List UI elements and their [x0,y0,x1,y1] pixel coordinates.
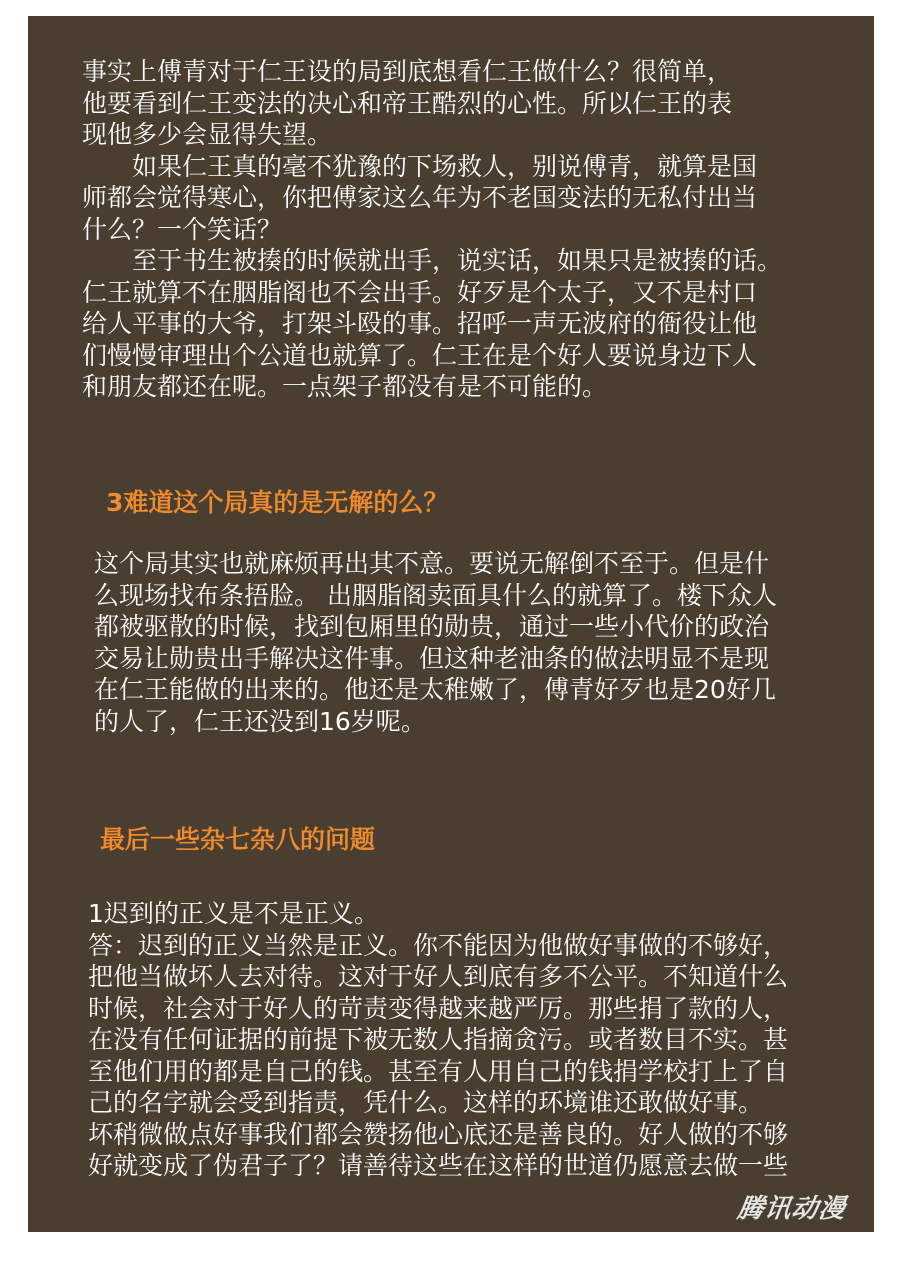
text-line: 坏稍微做点好事我们都会赞扬他心底还是善良的。好人做的不够 [88,1119,789,1149]
text-line: 把他当做坏人去对待。这对于好人到底有多不公平。不知道什么 [88,962,789,991]
text-line: 时候，社会对于好人的苛责变得越来越严厉。那些捐了款的人， [88,993,789,1023]
text-line: 在仁王能做的出来的。他还是太稚嫩了，傅青好歹也是20好几 [94,675,776,704]
text-line: 和朋友都还在呢。一点架子都没有是不可能的。 [82,372,608,401]
text-panel [28,16,874,1232]
paragraph-block-3 [88,898,788,1182]
text-line: 他要看到仁王变法的决心和帝王酷烈的心性。所以仁王的表 [82,88,733,118]
text-line: 事实上傅青对于仁王设的局到底想看仁王做什么？很简单， [82,57,733,86]
text-line: 在没有任何证据的前提下被无数人指摘贪污。或者数目不实。甚 [88,1025,789,1054]
text-line: 己的名字就会受到指责，凭什么。这样的环境谁还敢做好事。 [88,1088,764,1117]
text-line: 答：迟到的正义当然是正义。你不能因为他做好事做的不够好， [88,930,789,960]
text-line: 好就变成了伪君子了？请善待这些在这样的世道仍愿意去做一些 [88,1151,789,1180]
text-line: 交易让勋贵出手解决这件事。但这种老油条的做法明显不是现 [94,643,770,673]
watermark-logo: 腾讯动漫 [735,1193,848,1224]
text-line: 都被驱散的时候，找到包厢里的勋贵，通过一些小代价的政治 [94,612,770,641]
text-line: 至于书生被揍的时候就出手，说实话，如果只是被揍的话。 [82,246,783,275]
text-line: 师都会觉得寒心，你把傅家这么年为不老国变法的无私付出当 [82,183,758,212]
text-line: 们慢慢审理出个公道也就算了。仁王在是个好人要说身边下人 [82,340,758,370]
text-line: 么现场找布条捂脸。 出胭脂阁卖面具什么的就算了。楼下众人 [94,580,777,610]
paragraph-block-2 [94,548,777,737]
section-heading-3: 3难道这个局真的是无解的么？ [106,488,449,517]
text-line: 这个局其实也就麻烦再出其不意。要说无解倒不至于。但是什 [94,549,770,578]
paragraph-block-1 [82,56,782,403]
text-line: 什么？一个笑话？ [82,214,283,244]
text-line: 1迟到的正义是不是正义。 [88,899,379,928]
section-heading-misc: 最后一些杂七杂八的问题 [100,825,376,854]
text-line: 仁王就算不在胭脂阁也不会出手。好歹是个太子，又不是村口 [82,277,758,307]
text-line: 给人平事的大爷，打架斗殴的事。招呼一声无波府的衙役让他 [82,309,758,338]
text-line: 如果仁王真的毫不犹豫的下场救人，别说傅青，就算是国 [82,151,758,181]
text-line: 至他们用的都是自己的钱。甚至有人用自己的钱捐学校打上了自 [88,1056,789,1086]
text-line: 现他多少会显得失望。 [82,120,333,149]
text-line: 的人了，仁王还没到16岁呢。 [94,706,426,736]
